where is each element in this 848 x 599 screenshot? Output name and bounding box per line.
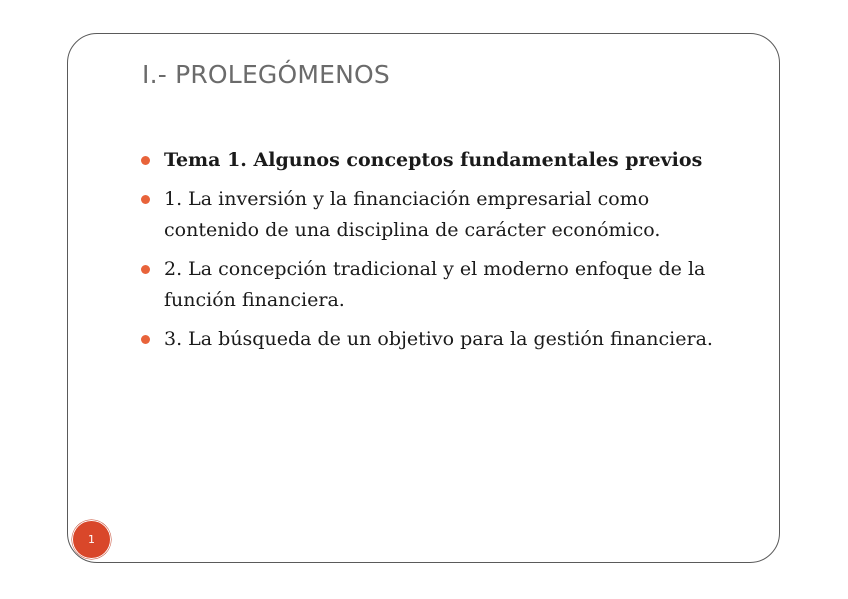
- page-number: 1: [88, 533, 95, 546]
- bullet-dot-icon: [141, 265, 150, 274]
- slide-title: I.- PROLEGÓMENOS: [142, 60, 390, 89]
- bullet-item: [140, 254, 750, 316]
- bullet-list: [140, 145, 750, 363]
- bullet-text: Tema 1. Algunos conceptos fundamentales previos: [164, 149, 703, 171]
- bullet-dot-icon: [141, 335, 150, 344]
- bullet-dot-icon: [141, 195, 150, 204]
- bullet-dot-icon: [141, 156, 150, 165]
- bullet-text: 1. La inversión y la financiación empresarial como contenido de una disciplina de carácter económico.: [164, 188, 661, 241]
- bullet-item: [140, 145, 750, 176]
- bullet-text: 2. La concepción tradicional y el moderno enfoque de la función financiera.: [164, 258, 706, 311]
- bullet-item: [140, 184, 750, 246]
- page-number-badge: [72, 520, 111, 559]
- bullet-text: 3. La búsqueda de un objetivo para la gestión financiera.: [164, 328, 713, 350]
- bullet-item: [140, 324, 750, 355]
